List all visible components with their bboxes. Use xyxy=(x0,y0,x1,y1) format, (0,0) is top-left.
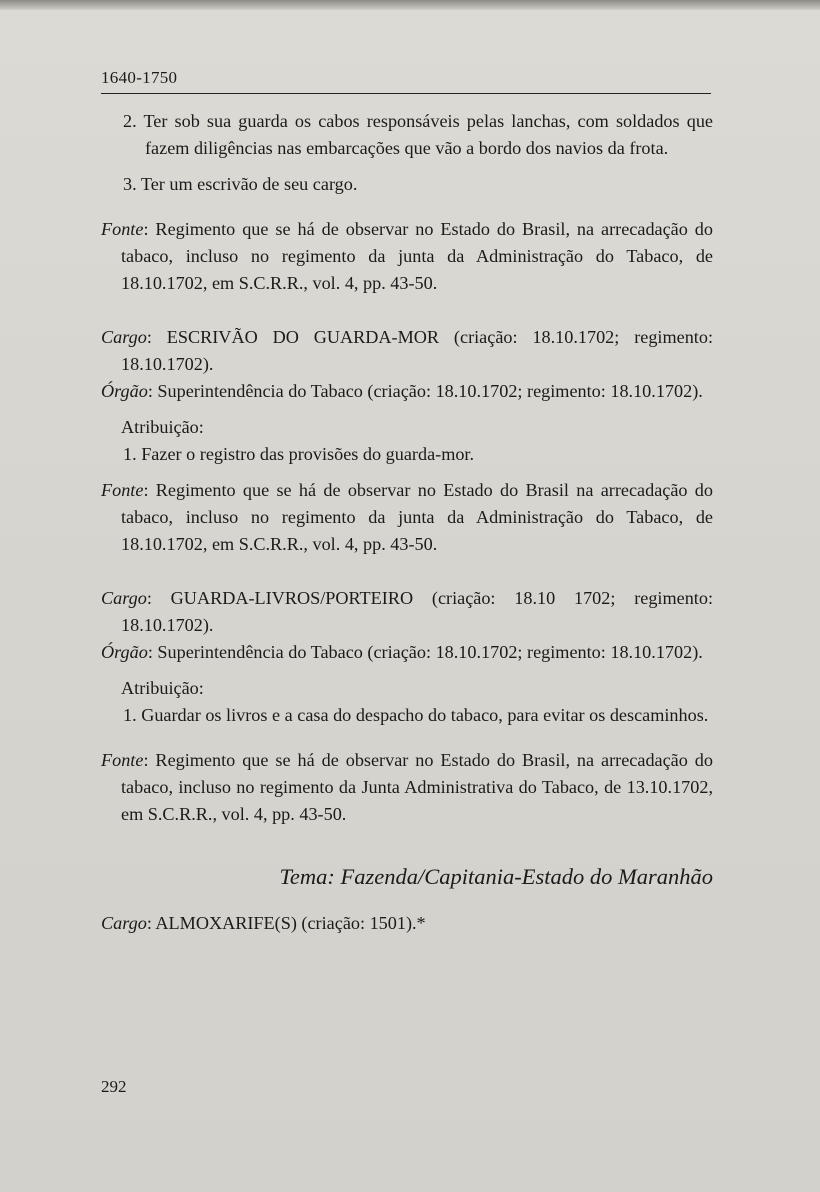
fonte-text: : Regimento que se há de observar no Estado do Brasil na arrecadação do tabaco, incluso no regimento da junta da Administração do Tabaco, de 18.10.1702, em S.C.R.R., vol. 4, pp. 43-50. xyxy=(121,480,713,554)
fonte-text: : Regimento que se há de observar no Estado do Brasil, na arrecadação do tabaco, incluso no regimento da Junta Administrativa do Tabaco, de 13.10.1702, em S.C.R.R., vol. 4, pp. 43-50. xyxy=(121,750,713,824)
running-header: 1640-1750 xyxy=(101,68,178,87)
fonte-paragraph xyxy=(101,747,713,828)
fonte-text: : Regimento que se há de observar no Estado do Brasil, na arrecadação do tabaco, incluso no regimento da junta da Administração do Tabaco, de 18.10.1702, em S.C.R.R., vol. 4, pp. 43-50. xyxy=(121,219,713,293)
cargo-text: : GUARDA-LIVROS/PORTEIRO (criação: 18.10 1702; regimento: 18.10.1702). xyxy=(121,588,713,635)
cargo-paragraph xyxy=(101,324,713,378)
list-item: 1. Fazer o registro das provisões do guarda-mor. xyxy=(123,444,475,464)
cargo-text: : ESCRIVÃO DO GUARDA-MOR (criação: 18.10.1702; regimento: 18.10.1702). xyxy=(121,327,713,374)
orgao-text: : Superintendência do Tabaco (criação: 18.10.1702; regimento: 18.10.1702). xyxy=(147,642,703,662)
list-item: 1. Guardar os livros e a casa do despacho do tabaco, para evitar os descaminhos. xyxy=(123,705,709,725)
orgao-paragraph xyxy=(101,378,713,405)
cargo-paragraph xyxy=(101,585,713,639)
fonte-label: Fonte xyxy=(101,219,144,239)
orgao-label: Órgão xyxy=(101,381,148,401)
orgao-text: : Superintendência do Tabaco (criação: 18.10.1702; regimento: 18.10.1702). xyxy=(147,381,703,401)
list-item: 2. Ter sob sua guarda os cabos responsáveis pelas lanchas, com soldados que fazem diligências nas embarcações que vão a bordo dos navios da frota. xyxy=(123,111,713,158)
orgao-paragraph xyxy=(101,639,713,666)
fonte-label: Fonte xyxy=(101,750,144,770)
cargo-label: Cargo xyxy=(101,913,147,933)
header-rule xyxy=(101,93,711,94)
fonte-paragraph xyxy=(101,477,713,558)
cargo-text: : ALMOXARIFE(S) (criação: 1501).* xyxy=(146,913,426,933)
atribuicao-heading: Atribuição: xyxy=(121,417,204,437)
cargo-label: Cargo xyxy=(101,327,147,347)
fonte-paragraph xyxy=(101,216,713,297)
cargo-label: Cargo xyxy=(101,588,147,608)
page-body xyxy=(101,108,713,937)
orgao-label: Órgão xyxy=(101,642,148,662)
list-item: 3. Ter um escrivão de seu cargo. xyxy=(123,174,358,194)
theme-heading: Tema: Fazenda/Capitania-Estado do Maranhão xyxy=(279,864,713,889)
page-number: 292 xyxy=(101,1077,127,1096)
scan-top-edge xyxy=(0,0,820,10)
cargo-paragraph xyxy=(101,910,713,937)
fonte-label: Fonte xyxy=(101,480,144,500)
atribuicao-heading: Atribuição: xyxy=(121,678,204,698)
